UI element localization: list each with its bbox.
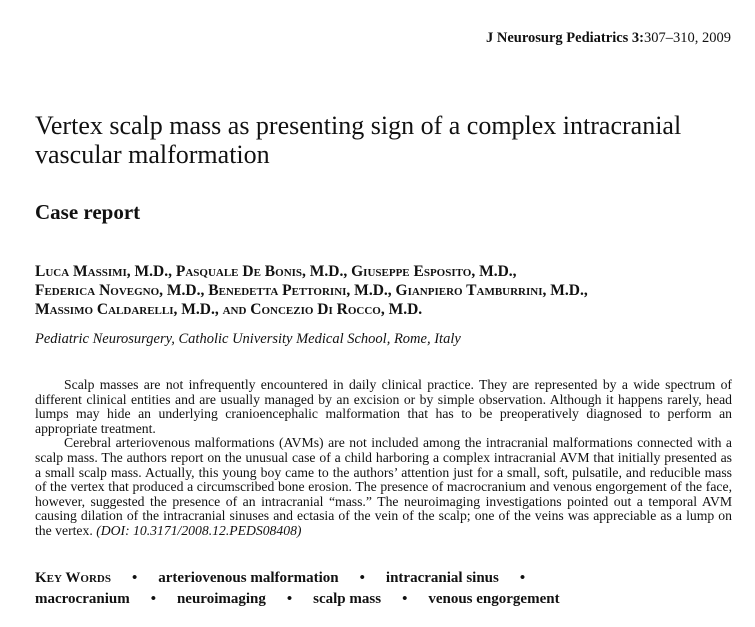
doi-reference: (DOI: 10.3171/2008.12.PEDS08408) xyxy=(96,522,302,538)
author: Luca Massimi, M.D., xyxy=(35,263,176,280)
journal-pages-year: 307–310, 2009 xyxy=(644,30,731,46)
keyword: scalp mass xyxy=(313,591,382,607)
article-type: Case report xyxy=(35,200,141,224)
author: Concezio Di Rocco, M.D. xyxy=(250,301,423,318)
journal-reference xyxy=(486,30,731,47)
author: Benedetta Pettorini, M.D., xyxy=(208,282,396,299)
keyword: neuroimaging xyxy=(176,591,266,607)
author-affiliation: Pediatric Neurosurgery, Catholic University Medical School, Rome, Italy xyxy=(35,331,461,347)
keyword-separator: • xyxy=(359,570,365,586)
author: Massimo Caldarelli, M.D., and xyxy=(35,301,251,318)
keyword-separator: • xyxy=(519,570,526,586)
article-title: Vertex scalp mass as presenting sign of a complex intracranial vascular malformation xyxy=(35,111,682,169)
author: Gianpiero Tamburrini, M.D., xyxy=(395,282,588,299)
author: Pasquale De Bonis, M.D., xyxy=(175,263,352,280)
author: Giuseppe Esposito, M.D., xyxy=(351,263,517,280)
abstract-paragraph xyxy=(35,436,732,538)
author-list xyxy=(35,262,735,319)
keyword: venous engorgement xyxy=(428,591,560,607)
abstract-paragraph: Scalp masses are not infrequently encountered in daily clinical practice. They are represented by a wide spectrum of different clinical entities and are usually managed by an excision or by simple observation. Although it happens rarely, head lumps may hide an underlying cranioencephalic malformation that has to be preoperatively diagnosed to perform an appropriate treatment. xyxy=(35,377,732,436)
abstract xyxy=(35,378,732,539)
keyword: arteriovenous malformation xyxy=(158,570,339,586)
keyword-separator: • xyxy=(132,570,138,586)
keyword: intracranial sinus xyxy=(385,570,499,586)
abstract-paragraph-text: Cerebral arteriovenous malformations (AVMs) are not included among the intracranial malformations connected with a scalp mass. The authors report on the unusual case of a child harboring a complex intracranial AVM that initially presented as a small scalp mass. Actually, this young boy came to the authors’ attention just for a small, soft, pulsatile, and reducible mass of the vertex that produced a circumscribed bone erosion. The presence of macrocranium and venous engorgement of the face, however, suggested the presence of an intracranial “mass.” The neuroimaging investigations pointed out a temporal AVM causing dilation of the intracranial sinuses and ectasia of the vein of the scalp; one of the veins was appreciable as a lump on the vertex. xyxy=(35,435,732,538)
keywords xyxy=(35,568,735,610)
author: Federica Novegno, M.D., xyxy=(35,282,209,299)
keyword: macrocranium xyxy=(35,591,130,607)
keywords-label: Key Words xyxy=(35,570,111,586)
keyword-separator: • xyxy=(286,591,293,607)
keyword-separator: • xyxy=(402,591,408,607)
keyword-separator: • xyxy=(150,591,156,607)
journal-name-volume: J Neurosurg Pediatrics 3: xyxy=(486,30,644,46)
